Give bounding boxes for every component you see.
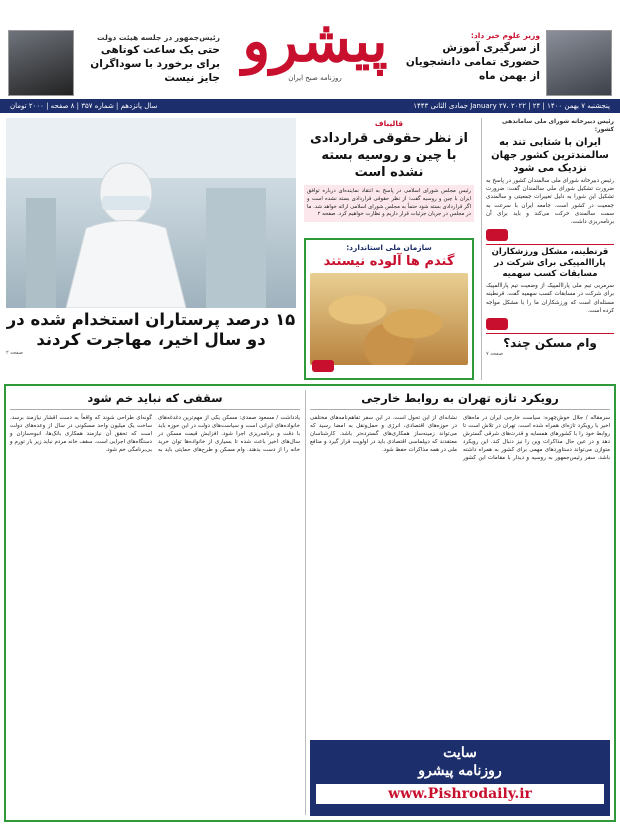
right-col-kicker: رئیس دبیرخانه شورای ملی ساماندهی کشور: (502, 118, 614, 133)
minister-photo (546, 30, 612, 96)
story2-body: سرمربی تیم ملی پاراالمپیک از وضعیت تیم پاراالمپیک برای شرکت در مسابقات کسب سهمیه گفت. قرنطینه مسئله‌ای است که ورزشکاران ما را با مشکل مواجه کرده است. (486, 283, 614, 314)
nurses-headline: ۱۵ درصد پرستاران استخدام شده در دو سال اخیر، مهاجرت کردند (6, 310, 296, 349)
website-banner[interactable] (310, 740, 610, 816)
housing-article[interactable] (10, 390, 300, 810)
continue-badge-2[interactable] (486, 318, 508, 330)
right-col-body: رئیس دبیرخانه شورای ملی سالمندان کشور در پاسخ به ضرورت تشکیل شورای ملی سالمندان گفت: ضرورت تشکیل این شورا به دلیل تغییرات جمعیتی و سالمندی جمعیت در کشور است. جامعه ایران با سرعت به سمت سالمندی حرکت می‌کند و باید برای آن برنامه‌ریزی داشت. (486, 178, 614, 226)
center-body: رئیس مجلس شورای اسلامی در پاسخ به انتقاد نماینده‌ای درباره توافق ایران با چین و روسیه گفت: از نظر حقوقی قراردادی بسته نشده است و اگر قراردادی بسته شود حتماً به مجلس شورای اسلامی ارائه خواهد شد. ما در مجلس در جریان جزئیات قرار داریم و نظارت خواهیم کرد. صفحه ۲ (304, 185, 474, 222)
left-story-headline: حتی یک ساعت کوتاهی برای برخورد با سودا‌گران جایز نیست (90, 44, 220, 84)
left-headline-block[interactable] (6, 310, 296, 380)
right-column (486, 118, 614, 380)
page-ref: صفحه ۷ (486, 351, 503, 358)
foreign-policy-body: سرمقاله / جلال خوش‌چهره: سیاست خارجی ایران در ماه‌های اخیر با رویکرد تازه‌ای همراه شده است. تهران در تلاش است تا روابط خود را با کشورهای همسایه و قدرت‌های شرقی گسترش دهد و در عین حال مذاکرات وین را نیز دنبال کند. این رویکرد متوازن می‌تواند دستاوردهای مهمی برای کشور به همراه داشته باشد. سفر رئیس‌جمهور به روسیه و دیدار با مقامات این کشور نشانه‌ای از این تحول است. در این سفر تفاهم‌نامه‌های مختلفی در حوزه‌های اقتصادی، انرژی و حمل‌ونقل به امضا رسید که می‌تواند زمینه‌ساز همکاری‌های گسترده‌تر باشد. کارشناسان معتقدند که دیپلماسی اقتصادی باید در اولویت قرار گیرد و منافع ملی در همه مذاکرات حفظ شود. (310, 415, 610, 461)
continue-badge[interactable] (486, 229, 508, 241)
right-story-kicker: وزیر علوم خبر داد: (470, 31, 540, 40)
right-story-headline: از سرگیری آموزش حضوری تمامی دانشجویان از بهمن ماه (405, 42, 540, 82)
housing-body: یادداشت / مسعود صمدی: مسکن یکی از مهم‌ترین دغدغه‌های خانواده‌های ایرانی است و سیاست‌های دولت در این حوزه باید با دقت و برنامه‌ریزی اجرا شود. افزایش قیمت مسکن در سال‌های اخیر باعث شده تا بسیاری از خانواده‌ها توان خرید خانه را از دست بدهند. وام مسکن و طرح‌های حمایتی باید به گونه‌ای طراحی شوند که واقعاً به دست اقشار نیازمند برسد. ساخت یک میلیون واحد مسکونی در سال از وعده‌های دولت است که تحقق آن نیازمند همکاری بانک‌ها، انبوه‌سازان و دستگاه‌های اجرایی است. سقف خانه مردم نباید زیر بار تورم و بی‌برنامگی خم شود. (10, 415, 300, 453)
president-photo (8, 30, 74, 96)
masthead-left-story[interactable] (80, 32, 220, 85)
divider (486, 244, 614, 245)
column-divider (305, 390, 306, 815)
center-kicker: قالیباف (374, 119, 404, 128)
dateline-date: پنجشنبه ۷ بهمن ۱۴۰۰ | January ۲۷، ۲۰۲۲ | ۲۴ جمادی الثانی ۱۴۴۳ (413, 102, 610, 110)
right-col-headline[interactable]: ایران با شتابی تند به سالمندترین کشور جهان نزدیک می شود (491, 137, 609, 174)
nurses-photo (6, 118, 296, 308)
left-story-kicker: رئیس‌جمهور در جلسه هیئت دولت (97, 33, 220, 42)
center-top-story[interactable] (304, 118, 474, 222)
banner-line1: سایت (443, 745, 477, 761)
divider (486, 333, 614, 334)
foreign-policy-headline: رویکرد تازه تهران به روابط خارجی (310, 390, 610, 410)
logo-text: پیشرو (242, 7, 388, 75)
newspaper-logo[interactable] (230, 8, 400, 88)
banner-line2: روزنامه پیشرو (418, 763, 502, 779)
logo-subtitle: روزنامه صبح ایران (288, 74, 342, 82)
housing-headline: سقفی که نباید خم شود (10, 390, 300, 410)
wheat-badge[interactable] (312, 360, 334, 372)
nurses-page-ref: صفحه ۲ (6, 350, 23, 356)
wheat-story-box[interactable] (304, 238, 474, 380)
dateline-issue: سال پانزدهم | شماره ۳۵۷ | ۸ صفحه | ۲۰۰۰ تومان (10, 102, 158, 110)
column-divider (481, 118, 482, 380)
wheat-headline: گندم ها آلوده نیستند (323, 254, 455, 269)
masthead-right-story[interactable] (400, 30, 540, 83)
foreign-policy-article[interactable] (310, 390, 610, 690)
nurse-figure-illustration (6, 118, 296, 308)
wheat-image (310, 273, 468, 365)
banner-url[interactable]: www.Pishrodaily.ir (316, 784, 604, 804)
masthead (0, 0, 620, 100)
center-headline: از نظر حقوقی قراردادی با چین و روسیه بسته نشده است (310, 131, 468, 180)
wheat-kicker: سازمان ملی استاندارد: (346, 243, 432, 252)
story2-headline[interactable]: قرنطینه، مشکل ورزشکاران پاراالمپیکی برای شرکت در مسابقات کسب سهمیه (491, 247, 609, 280)
story3-headline[interactable]: وام مسکن چند؟ (503, 336, 597, 351)
dateline-bar (0, 99, 620, 113)
